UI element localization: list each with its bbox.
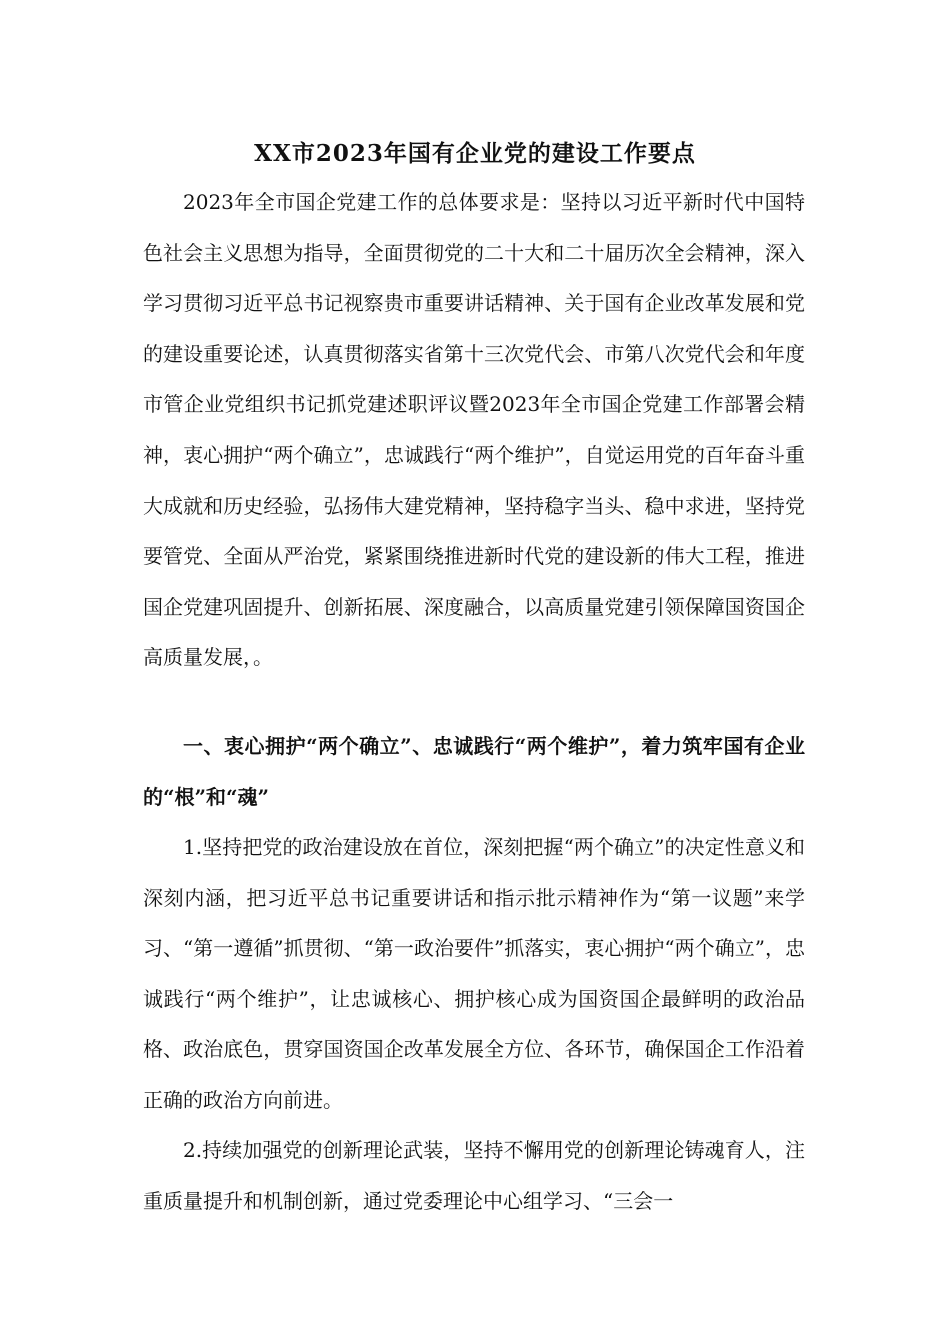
- intro-paragraph: 2023年全市国企党建工作的总体要求是：坚持以习近平新时代中国特色社会主义思想为指导，全面贯彻党的二十大和二十届历次全会精神，深入学习贯彻习近平总书记视察贵市重要讲话精神、关于国有企业改革发展和党的建设重要论述，认真贯彻落实省第十三次党代会、市第八次党代会和年度市管企业党组织书记抓党建述职评议暨2023年全市国企党建工作部署会精神，衷心拥护“两个确立”，忠诚践行“两个维护”，自觉运用党的百年奋斗重大成就和历史经验，弘扬伟大建党精神，坚持稳字当头、稳中求进，坚持党要管党、全面从严治党，紧紧围绕推进新时代党的建设新的伟大工程，推进国企党建巩固提升、创新拓展、深度融合，以高质量党建引领保障国资国企高质量发展，。: [143, 190, 805, 670]
- document-title: XX市2023年国有企业党的建设工作要点: [254, 140, 696, 167]
- section-heading-1: 一、衷心拥护“两个确立”、忠诚践行“两个维护”，着力筑牢国有企业的“根”和“魂”: [143, 734, 805, 809]
- list-item-2: 2.持续加强党的创新理论武装，坚持不懈用党的创新理论铸魂育人，注重质量提升和机制创新，通过党委理论中心组学习、“三会一: [143, 1138, 805, 1213]
- list-item-1: 1.坚持把党的政治建设放在首位，深刻把握“两个确立”的决定性意义和深刻内涵，把习近平总书记重要讲话和指示批示精神作为“第一议题”来学习、“第一遵循”抓贯彻、“第一政治要件”抓落实，衷心拥护“两个确立”，忠诚践行“两个维护”，让忠诚核心、拥护核心成为国资国企最鲜明的政治品格、政治底色，贯穿国资国企改革发展全方位、各环节，确保国企工作沿着正确的政治方向前进。: [143, 835, 805, 1112]
